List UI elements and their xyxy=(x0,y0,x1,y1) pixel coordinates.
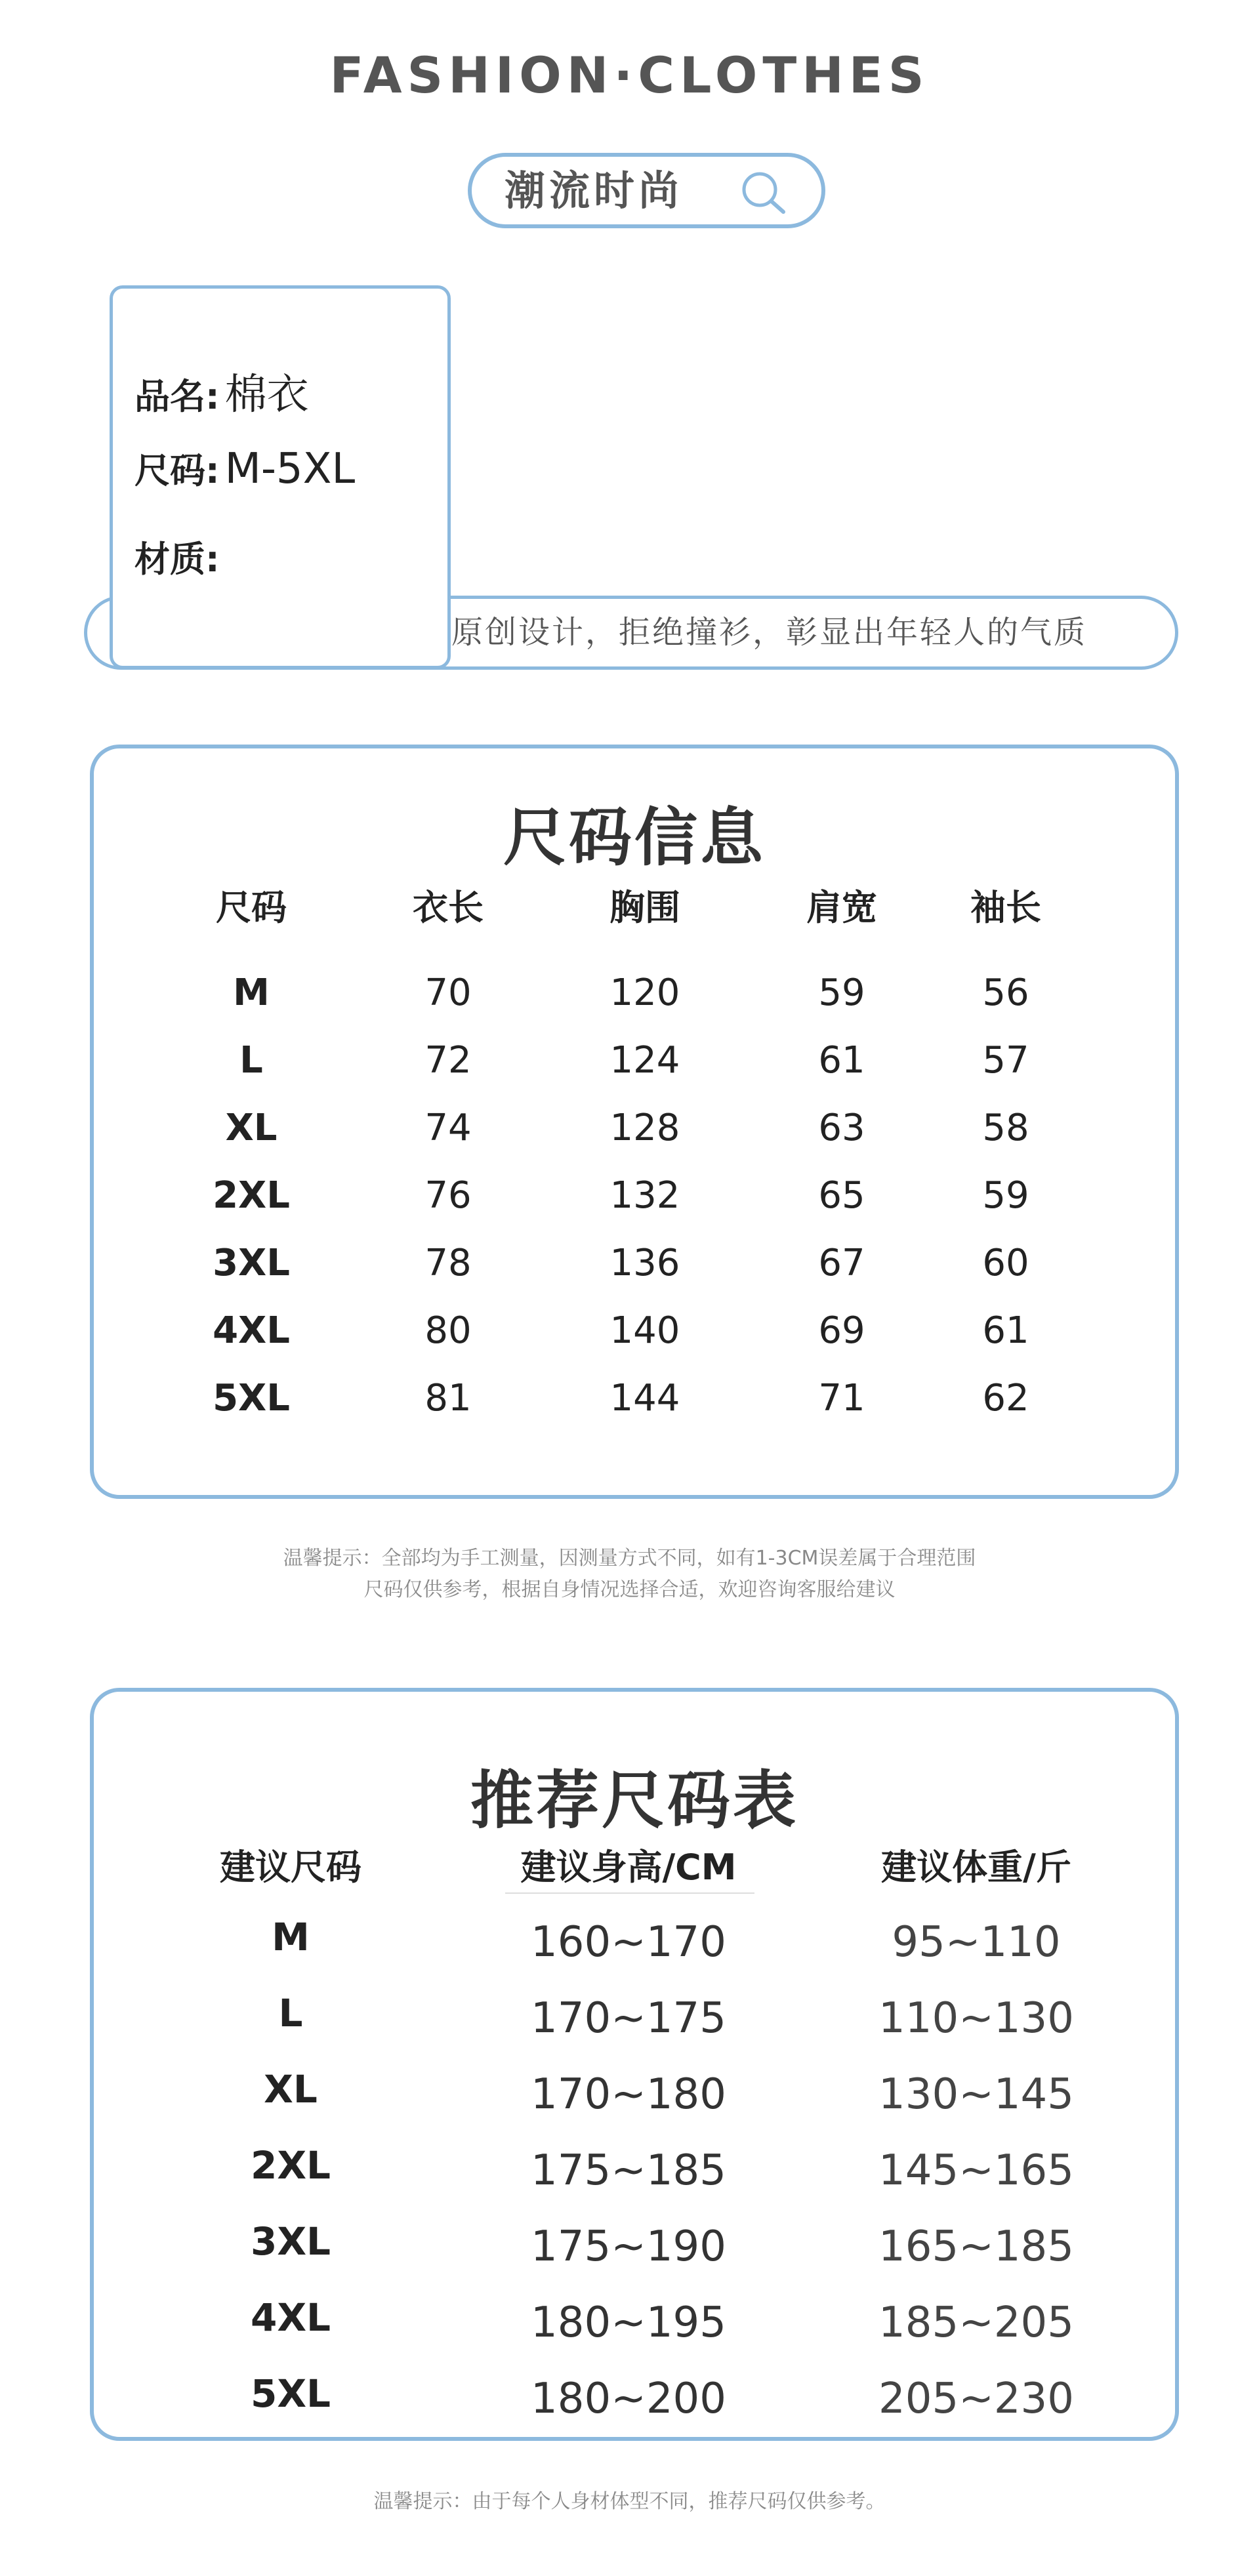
size-table-cell: 65 xyxy=(818,1174,865,1217)
recommend-table-cell: 205~230 xyxy=(878,2375,1074,2423)
size-row-label: L xyxy=(239,1039,263,1082)
product-name-label: 品名: xyxy=(134,376,220,417)
recommend-header-cell: 建议身高/CM xyxy=(520,1847,737,1888)
recommend-size-label: 4XL xyxy=(250,2295,331,2340)
recommend-table-cell: 130~145 xyxy=(878,2070,1074,2119)
recommend-note: 温馨提示：由于每个人身材体型不同，推荐尺码仅供参考。 xyxy=(373,2490,886,2513)
recommend-table-cell: 110~130 xyxy=(878,1994,1074,2043)
size-header-cell: 肩宽 xyxy=(806,887,877,928)
size-table-cell: 81 xyxy=(424,1377,472,1420)
size-table-cell: 78 xyxy=(424,1242,472,1284)
recommend-header-cell: 建议体重/斤 xyxy=(881,1847,1071,1888)
size-table-cell: 74 xyxy=(424,1107,472,1149)
size-table-cell: 61 xyxy=(982,1309,1029,1352)
size-table-cell: 80 xyxy=(424,1309,472,1352)
size-header-cell: 尺码 xyxy=(216,887,287,928)
size-table-cell: 72 xyxy=(424,1039,472,1082)
recommend-size-title: 推荐尺码表 xyxy=(470,1764,798,1837)
product-material-line xyxy=(134,531,225,582)
search-pill[interactable] xyxy=(468,153,825,228)
recommend-size-label: 2XL xyxy=(250,2143,331,2188)
product-material-label: 材质: xyxy=(134,539,220,580)
size-header-cell: 袖长 xyxy=(970,887,1041,928)
recommend-table-cell: 165~185 xyxy=(878,2222,1074,2271)
size-header-cell: 衣长 xyxy=(413,887,484,928)
size-note-line1: 温馨提示：全部均为手工测量，因测量方式不同，如有1-3CM误差属于合理范围 xyxy=(283,1547,976,1570)
size-row-label: 2XL xyxy=(213,1174,290,1217)
size-table-cell: 59 xyxy=(818,971,865,1014)
recommend-table-cell: 160~170 xyxy=(531,1918,726,1967)
size-table-cell: 63 xyxy=(818,1107,865,1149)
size-table-cell: 120 xyxy=(609,971,680,1014)
size-row-label: 3XL xyxy=(213,1242,290,1284)
recommend-size-label: 3XL xyxy=(250,2219,331,2264)
size-row-label: XL xyxy=(225,1107,278,1149)
size-table-cell: 57 xyxy=(982,1039,1029,1082)
recommend-table-cell: 145~165 xyxy=(878,2146,1074,2195)
size-table-cell: 71 xyxy=(818,1377,865,1420)
recommend-table-cell: 180~195 xyxy=(531,2299,726,2347)
product-name-line xyxy=(134,361,309,421)
size-table-cell: 70 xyxy=(424,971,472,1014)
size-info-panel xyxy=(90,745,1179,1499)
size-table-cell: 128 xyxy=(609,1107,680,1149)
recommend-table-cell: 95~110 xyxy=(892,1918,1061,1967)
recommend-table-cell: 170~175 xyxy=(531,1994,726,2043)
product-info-card xyxy=(110,285,451,669)
size-table-cell: 140 xyxy=(609,1309,680,1352)
size-table-cell: 58 xyxy=(982,1107,1029,1149)
recommend-size-label: XL xyxy=(264,2067,318,2112)
recommend-table-cell: 175~190 xyxy=(531,2222,726,2271)
product-size-label: 尺码: xyxy=(134,450,220,491)
recommend-size-label: 5XL xyxy=(250,2371,331,2416)
product-size-line xyxy=(134,443,355,493)
recommend-size-panel xyxy=(90,1688,1179,2441)
product-size-value: M-5XL xyxy=(224,445,356,493)
size-table-cell: 132 xyxy=(609,1174,680,1217)
size-table-cell: 124 xyxy=(609,1039,680,1082)
size-table-cell: 136 xyxy=(609,1242,680,1284)
search-icon xyxy=(737,169,790,216)
recommend-table-cell: 185~205 xyxy=(878,2299,1074,2347)
brand-title: FASHION·CLOTHES xyxy=(329,46,930,104)
size-table-cell: 62 xyxy=(982,1377,1029,1420)
size-note-line2: 尺码仅供参考，根据自身情况选择合适，欢迎咨询客服给建议 xyxy=(363,1578,896,1601)
recommend-size-label: L xyxy=(278,1991,303,2035)
recommend-table-cell: 170~180 xyxy=(531,2070,726,2119)
size-table-cell: 67 xyxy=(818,1242,865,1284)
recommend-table-cell: 175~185 xyxy=(531,2146,726,2195)
size-row-label: 4XL xyxy=(213,1309,290,1352)
product-name-value: 棉衣 xyxy=(224,371,309,419)
size-header-cell: 胸围 xyxy=(609,887,680,928)
size-row-label: 5XL xyxy=(213,1377,290,1420)
size-table-cell: 59 xyxy=(982,1174,1029,1217)
size-row-label: M xyxy=(233,971,270,1014)
recommend-header-cell: 建议尺码 xyxy=(220,1847,361,1888)
slogan-text: 原创设计，拒绝撞衫，彰显出年轻人的气质 xyxy=(451,614,1088,651)
recommend-size-label: M xyxy=(272,1915,310,1959)
size-info-title: 尺码信息 xyxy=(503,801,766,874)
size-table-cell: 56 xyxy=(982,971,1029,1014)
size-table-cell: 144 xyxy=(609,1377,680,1420)
search-label: 潮流时尚 xyxy=(505,167,684,215)
header-underline xyxy=(505,1892,754,1894)
size-table-cell: 61 xyxy=(818,1039,865,1082)
recommend-table-cell: 180~200 xyxy=(531,2375,726,2423)
size-table-cell: 76 xyxy=(424,1174,472,1217)
size-table-cell: 60 xyxy=(982,1242,1029,1284)
size-table-cell: 69 xyxy=(818,1309,865,1352)
